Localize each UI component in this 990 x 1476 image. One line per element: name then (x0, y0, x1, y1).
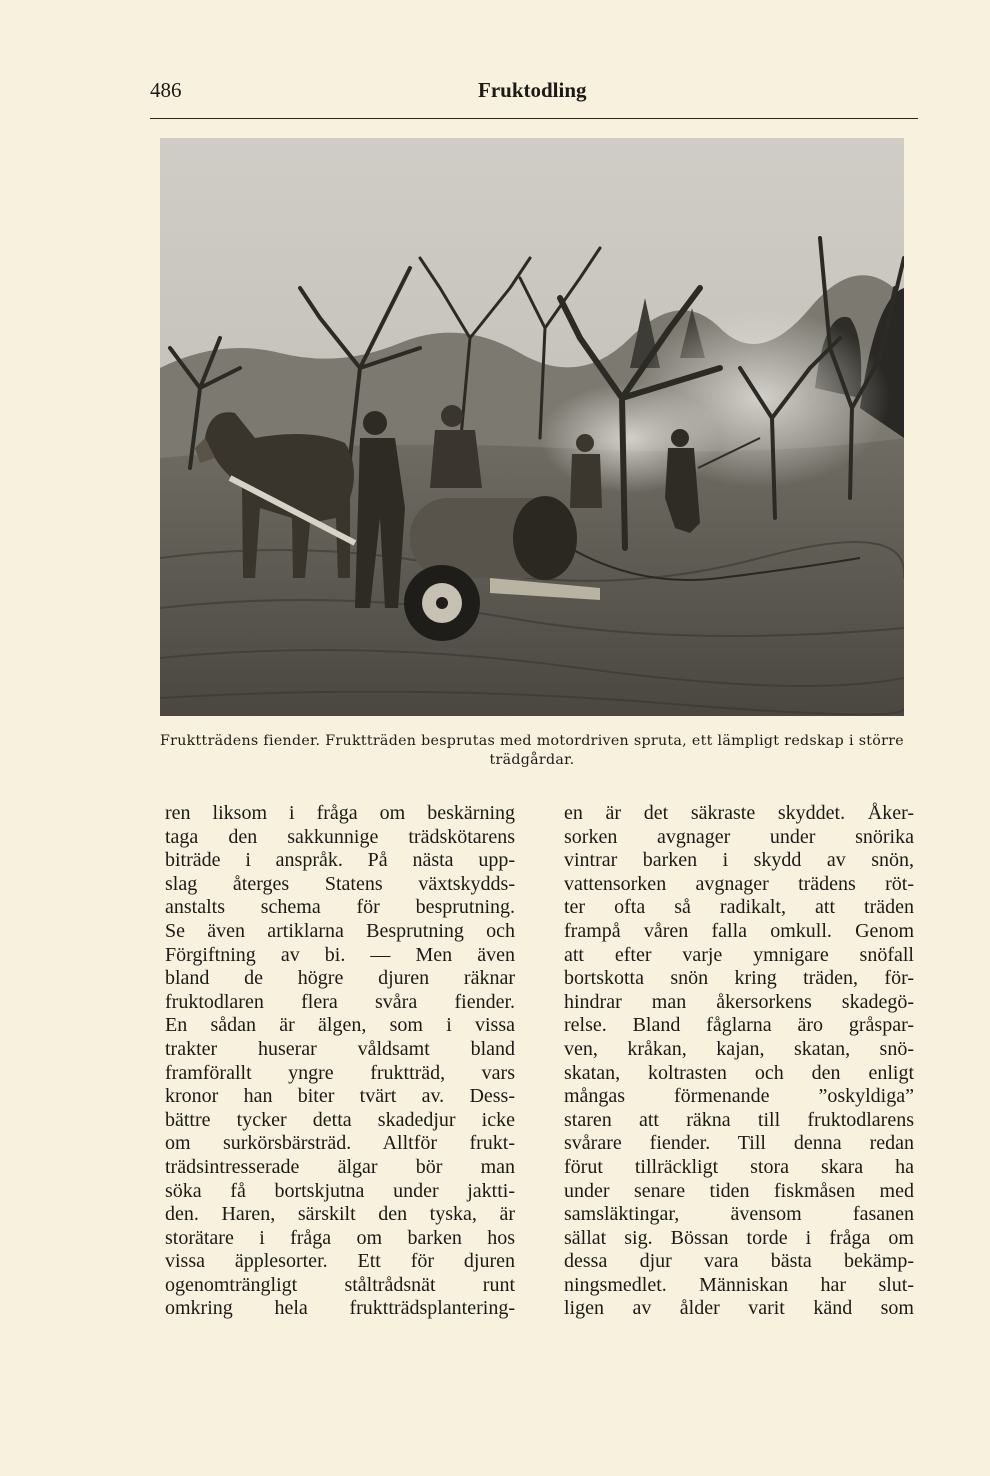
text-line: mångas förmenande ”oskyldiga” (564, 1085, 914, 1108)
text-line: trakter huserar våldsamt bland (165, 1037, 515, 1060)
text-line: ren liksom i fråga om beskärning (165, 802, 515, 824)
text-line: omkring hela fruktträdsplantering- (165, 1297, 515, 1320)
text-line: vissa äpplesorter. Ett för djuren (165, 1250, 515, 1273)
text-line: den. Haren, särskilt den tyska, är (165, 1203, 515, 1226)
text-line: hindrar man åkersorkens skadegö- (564, 990, 914, 1013)
header-rule (150, 118, 918, 119)
text-line: frampå våren falla omkull. Genom (564, 919, 914, 942)
text-line: ven, kråkan, kajan, skatan, snö- (564, 1037, 914, 1060)
text-line: vattensorken avgnager trädens röt- (564, 872, 914, 895)
text-line: storätare i fråga om barken hos (165, 1226, 515, 1249)
text-line: svårare fiender. Till denna redan (564, 1132, 914, 1155)
text-line: dessa djur vara bästa bekämp- (564, 1250, 914, 1273)
text-line: ligen av ålder varit känd som (564, 1297, 914, 1320)
text-line: Förgiftning av bi. — Men även (165, 943, 515, 966)
text-line: staren att räkna till fruktodlarens (564, 1108, 914, 1131)
text-line: fruktodlaren flera svåra fiender. (165, 990, 515, 1013)
text-line: trädsintresserade älgar bör man (165, 1155, 515, 1178)
text-line: om surkörsbärsträd. Alltför frukt- (165, 1132, 515, 1155)
text-line: att efter varje ymnigare snöfall (564, 943, 914, 966)
text-line: ningsmedlet. Människan har slut- (564, 1273, 914, 1296)
text-line: slag återges Statens växtskydds- (165, 872, 515, 895)
text-line: anstalts schema för besprutning. (165, 896, 515, 919)
text-line: relse. Bland fåglarna äro gråspar- (564, 1014, 914, 1037)
text-line: biträde i anspråk. På nästa upp- (165, 849, 515, 872)
text-line: bättre tycker detta skadedjur icke (165, 1108, 515, 1131)
text-line: sällat sig. Bössan torde i fråga om (564, 1226, 914, 1249)
figure-caption: Fruktträdens fiender. Fruktträden besprutas med motordriven spruta, ett lämpligt redskap i större trädgårdar. (160, 733, 904, 768)
text-line: Se även artiklarna Besprutning och (165, 919, 515, 942)
page-number: 486 (150, 78, 182, 102)
orchard-spraying-photo (160, 138, 904, 716)
text-line: under senare tiden fiskmåsen med (564, 1179, 914, 1202)
text-line: skatan, koltrasten och den enligt (564, 1061, 914, 1084)
text-line: förut tillräckligt stora skara ha (564, 1155, 914, 1178)
text-line: En sådan är älgen, som i vissa (165, 1014, 515, 1037)
left-text-column (165, 802, 515, 1321)
text-line: framförallt yngre fruktträd, vars (165, 1061, 515, 1084)
right-text-column (564, 802, 914, 1321)
text-line: kronor han biter tvärt av. Dess- (165, 1085, 515, 1108)
text-line: sorken avgnager under snörika (564, 825, 914, 848)
text-line: bortskotta snön kring träden, för- (564, 967, 914, 990)
text-line: samsläktingar, ävensom fasanen (564, 1203, 914, 1226)
text-line: vintrar barken i skydd av snön, (564, 849, 914, 872)
text-line: söka få bortskjutna under jaktti- (165, 1179, 515, 1202)
text-line: ter ofta så radikalt, att träden (564, 896, 914, 919)
text-line: bland de högre djuren räknar (165, 967, 515, 990)
text-line: taga den sakkunnige trädskötarens (165, 825, 515, 848)
running-head: Fruktodling (478, 78, 587, 102)
text-line: ogenomträngligt ståltrådsnät runt (165, 1273, 515, 1296)
text-line: en är det säkraste skyddet. Åker- (564, 802, 914, 824)
